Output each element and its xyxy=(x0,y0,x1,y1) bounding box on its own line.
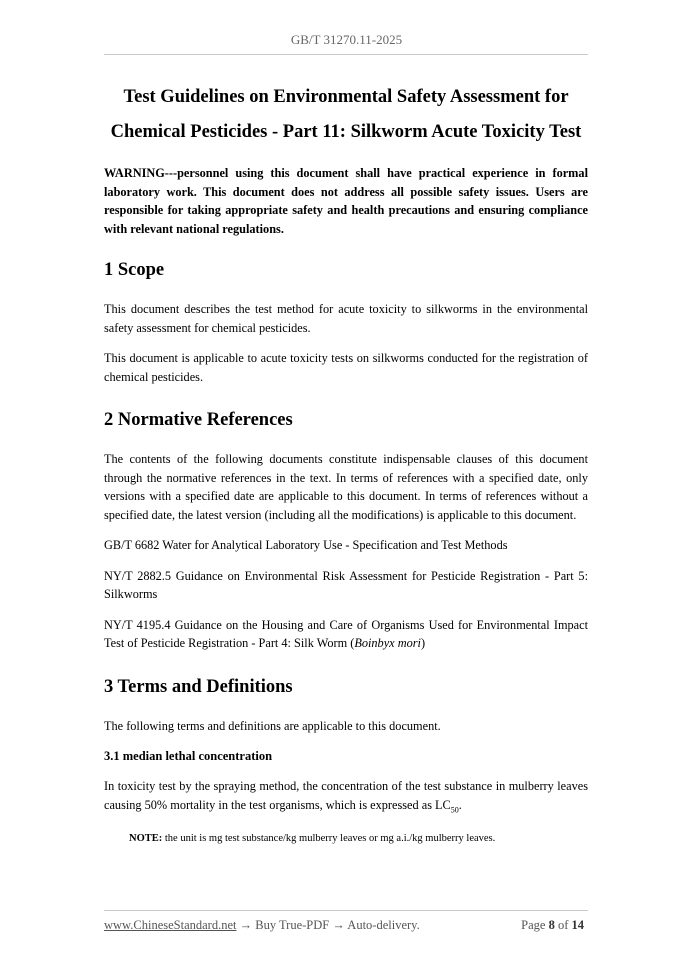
document-title-line-1: Test Guidelines on Environmental Safety Assessment for xyxy=(123,87,569,107)
definition-text: In toxicity test by the spraying method, the concentration of the test substance in mulberry leaves causing 50% mortality in the test organisms, which is expressed as LC xyxy=(104,779,588,812)
document-body xyxy=(104,164,588,847)
term-definition-paragraph xyxy=(104,777,588,819)
section-heading-normative-references: 2 Normative References xyxy=(104,410,293,430)
species-name-italic: Boinbyx mori xyxy=(354,636,421,650)
term-heading-median-lethal-concentration: 3.1 median lethal concentration xyxy=(104,749,273,763)
scope-paragraph-1: This document describes the test method for acute toxicity to silkworms in the environmental safety assessment for chemical pesticides. xyxy=(104,302,588,335)
lc-subscript: 50 xyxy=(450,804,459,814)
footer-left xyxy=(104,918,420,933)
page-number xyxy=(521,918,584,933)
document-title-line-2: Chemical Pesticides - Part 11: Silkworm Acute Toxicity Test xyxy=(110,122,582,142)
page-word: Page xyxy=(521,918,549,932)
current-page: 8 xyxy=(548,918,555,932)
normative-intro-paragraph: The contents of the following documents constitute indispensable clauses of this document through the normative references in the text. In terms of references with a specified date, only versions with a specified date are applicable to this document. In terms of references without a specified date, the latest version (including all the modifications) is applicable to this document. xyxy=(104,452,588,522)
note-paragraph xyxy=(104,831,588,847)
note-label: NOTE: xyxy=(129,833,163,845)
of-word: of xyxy=(554,918,572,932)
terms-intro-paragraph: The following terms and definitions are applicable to this document. xyxy=(104,718,441,733)
website-link[interactable]: www.ChineseStandard.net xyxy=(104,918,237,932)
document-code-header: GB/T 31270.11-2025 xyxy=(290,32,403,47)
warning-paragraph: WARNING---personnel using this document shall have practical experience in formal laboratory work. This document does not address all possible safety issues. Users are responsible for taking appropriate safety and health precautions and ensuring compliance with relevant national regulations. xyxy=(104,166,588,236)
header-divider xyxy=(104,54,588,55)
note-text: the unit is mg test substance/kg mulberry leaves or mg a.i./kg mulberry leaves. xyxy=(162,833,496,845)
section-heading-terms-definitions: 3 Terms and Definitions xyxy=(104,676,293,697)
reference-item-gbt-6682: GB/T 6682 Water for Analytical Laboratory Use - Specification and Test Methods xyxy=(104,538,508,552)
scope-paragraph-2: This document is applicable to acute toxicity tests on silkworms conducted for the registration of chemical pesticides. xyxy=(104,351,588,384)
reference-text: NY/T 4195.4 Guidance on the Housing and Care of Organisms Used for Environmental Impact Test of Pesticide Registration - Part 4: Silk Worm ( xyxy=(104,617,588,650)
reference-close-paren: ) xyxy=(420,636,426,650)
definition-period: . xyxy=(458,797,462,812)
footer-purchase-text: → Buy True-PDF → Auto-delivery. xyxy=(236,918,420,932)
section-heading-scope: 1 Scope xyxy=(104,260,165,280)
reference-item-nyt-2882-5: NY/T 2882.5 Guidance on Environmental Risk Assessment for Pesticide Registration - Part 5: Silkworms xyxy=(104,568,588,601)
footer-divider xyxy=(104,910,588,911)
total-pages: 14 xyxy=(571,918,584,932)
reference-item-nyt-4195-4 xyxy=(104,616,588,653)
